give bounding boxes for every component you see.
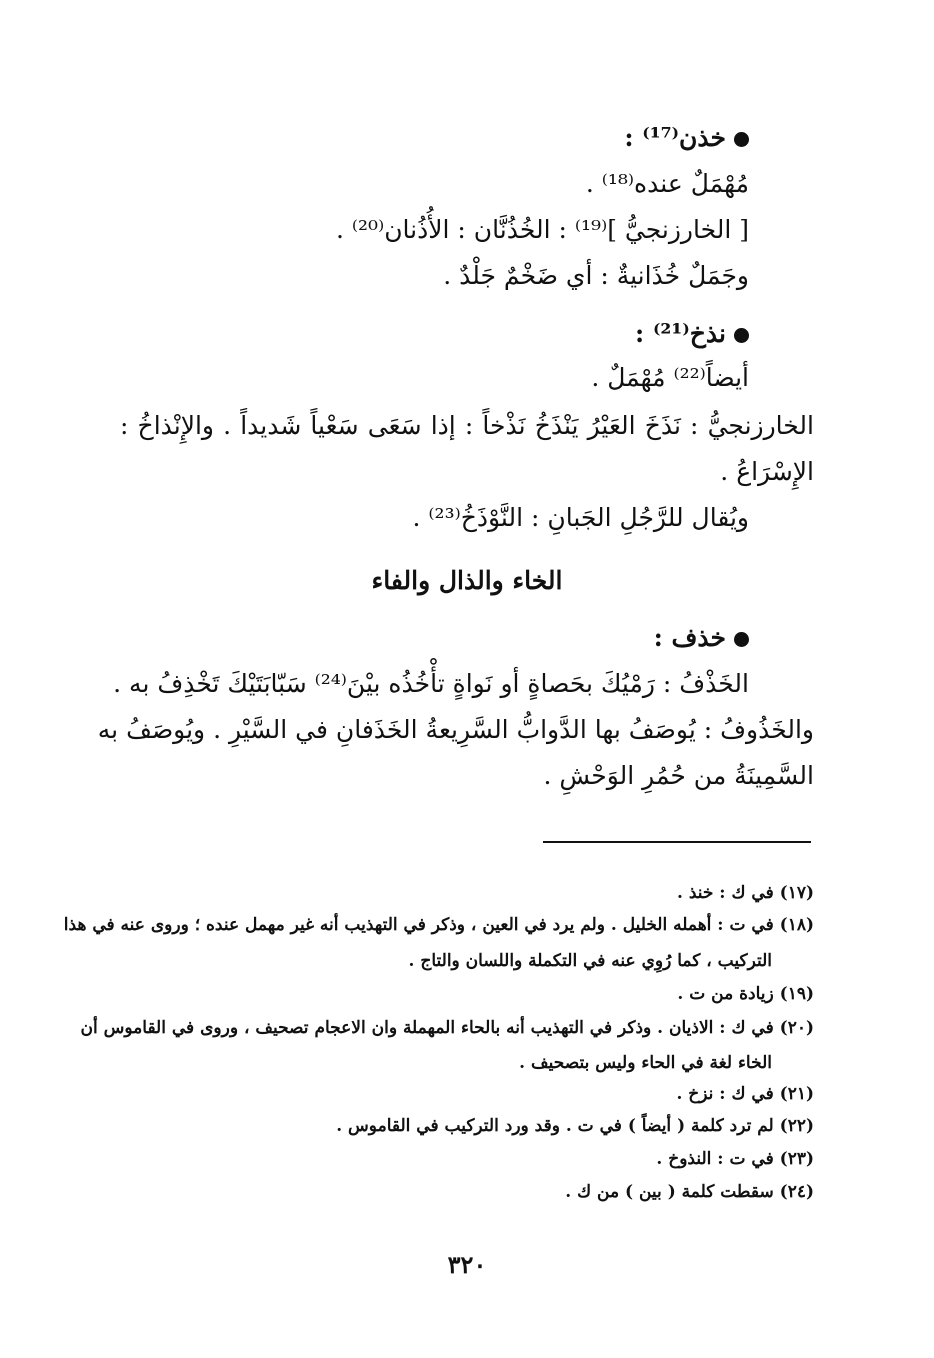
text-line: مُهْمَلٌ عنده⁽¹⁸⁾ .: [585, 169, 749, 198]
footnote: (١٩) زيادة من ت .: [677, 984, 814, 1004]
text-line: وجَمَلٌ خُذَانيةٌ : أي ضَخْمٌ جَلْدٌ .: [443, 261, 749, 290]
text-line: الإِسْرَاعُ .: [720, 457, 814, 486]
page-number: ٣٢٠: [447, 1250, 487, 1279]
footnote: (١٧) في ك : خنذ .: [676, 883, 814, 903]
text-line: ويُقال للرَّجُلِ الجَبانِ : النَّوْذَخُ⁽²³⁾ .: [412, 503, 749, 532]
bullet-icon: [734, 632, 749, 647]
entry-heading-text: خذف :: [653, 623, 726, 652]
entry-heading-text: خذن⁽¹⁷⁾ :: [624, 123, 726, 152]
text-line: أيضاً⁽²²⁾ مُهْمَلٌ .: [591, 363, 749, 392]
text-line: والخَذُوفُ : يُوصَفُ بها الدَّوابُّ السَّرِيعةُ الخَذَفانِ في السَّيْرِ . ويُوصَفُ به: [97, 715, 814, 744]
text-line: الخارزنجيُّ : نَذَخَ العَيْرُ يَنْذَخُ نَذْخاً : إذا سَعَى سَعْياً شَديداً . والإِنْذاخُ :: [120, 411, 814, 440]
bullet-icon: [734, 328, 749, 343]
footnote-continuation: التركيب ، كما رُوِي عنه في التكملة واللسان والتاج .: [408, 951, 772, 971]
footnote: (٢٠) في ك : الاذيان . وذكر في التهذيب أنه بالحاء المهملة وان الاعجام تصحيف ، وروى في القاموس أن: [80, 1018, 814, 1038]
text-line: السَّمِينَةُ من حُمُرِ الوَحْشِ .: [543, 761, 814, 790]
entry-heading-khdhn: [624, 122, 749, 155]
footnote: (٢٤) سقطت كلمة ( بين ) من ك .: [565, 1182, 814, 1202]
entry-heading-khdhf: [654, 622, 749, 655]
footnote: (٢٣) في ت : النذوخ .: [656, 1149, 814, 1169]
bullet-icon: [734, 132, 749, 147]
footnote: (٢٢) لم ترد كلمة ( أيضاً ) في ت . وقد ورد التركيب في القاموس .: [336, 1116, 814, 1136]
footnote-continuation: الخاء لغة في الحاء وليس بتصحيف .: [519, 1053, 772, 1073]
text-line: [ الخارزنجيُّ ]⁽¹⁹⁾ : الخُذُنَّان : الأُذُنان⁽²⁰⁾ .: [335, 215, 749, 244]
entry-heading-text: نذخ⁽²¹⁾ :: [635, 319, 726, 348]
entry-heading-ndhkh: [635, 318, 749, 351]
footnote: (٢١) في ك : نزخ .: [676, 1084, 814, 1104]
footnote-divider: [543, 841, 811, 843]
footnote: (١٨) في ت : أهمله الخليل . ولم يرد في العين ، وذكر في التهذيب أنه غير مهمل عنده ؛ وروى عنه في هذا: [63, 915, 814, 935]
text-line: الخَذْفُ : رَمْيُكَ بحَصاةٍ أو نَواةٍ تأْخُذُه بيْنَ⁽²⁴⁾ سَبّابَتَيْكَ تَخْذِفُ به .: [113, 669, 749, 698]
section-heading: الخاء والذال والفاء: [371, 566, 563, 595]
